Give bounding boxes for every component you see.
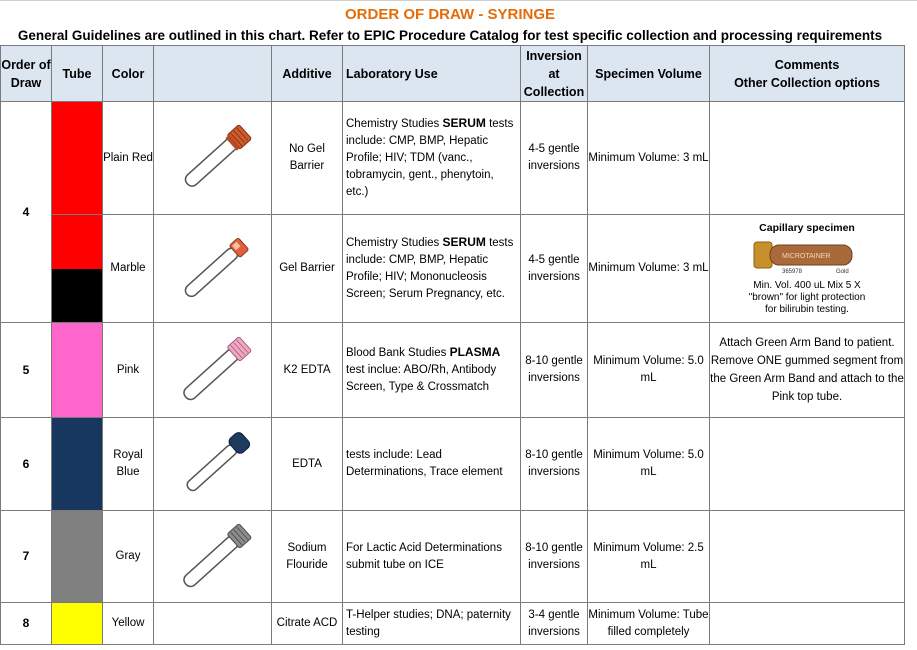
inversion-cell[interactable]: 4-5 gentle inversions bbox=[521, 102, 588, 215]
swatch-royal-blue bbox=[52, 418, 102, 510]
header-tube[interactable]: Tube bbox=[52, 46, 103, 102]
lab-use-text: test inclue: ABO/Rh, Antibody Screen, Type & Crossmatch bbox=[346, 364, 497, 393]
swatch-gray bbox=[52, 511, 102, 602]
tube-image-cell[interactable] bbox=[154, 102, 272, 215]
inversion-cell[interactable]: 8-10 gentle inversions bbox=[521, 323, 588, 418]
tube-swatch[interactable] bbox=[52, 102, 103, 215]
capillary-gold: Gold bbox=[836, 268, 849, 274]
comment-cell[interactable] bbox=[710, 215, 905, 323]
color-cell[interactable]: Yellow bbox=[103, 603, 154, 645]
comment-cell[interactable]: Attach Green Arm Band to patient. Remove ONE gummed segment from the Green Arm Band and attach to the Pink top tube. bbox=[710, 323, 905, 418]
header-volume[interactable]: Specimen Volume bbox=[588, 46, 710, 102]
top-grid-line bbox=[0, 0, 917, 1]
color-cell[interactable]: Pink bbox=[103, 323, 154, 418]
table-row bbox=[1, 102, 905, 215]
header-row bbox=[1, 46, 905, 102]
royal-blue-tube-icon bbox=[158, 420, 268, 508]
microtainer-tube-icon bbox=[752, 236, 862, 274]
table-row bbox=[1, 511, 905, 603]
chart-subtitle: General Guidelines are outlined in this chart. Refer to EPIC Procedure Catalog for test specific collection and processing requirements bbox=[17, 28, 883, 43]
tube-swatch[interactable] bbox=[52, 323, 103, 418]
inversion-cell[interactable]: 8-10 gentle inversions bbox=[521, 511, 588, 603]
lab-use-cell[interactable] bbox=[343, 215, 521, 323]
volume-cell[interactable]: Minimum Volume: 2.5 mL bbox=[588, 511, 710, 603]
comment-cell[interactable] bbox=[710, 418, 905, 511]
lab-use-text: tests include: Lead Determinations, Trace element bbox=[346, 449, 503, 478]
tube-swatch[interactable] bbox=[52, 511, 103, 603]
tube-swatch[interactable] bbox=[52, 603, 103, 645]
volume-cell[interactable]: Minimum Volume: Tube filled completely bbox=[588, 603, 710, 645]
color-cell[interactable]: Royal Blue bbox=[103, 418, 154, 511]
additive-cell[interactable]: Sodium Flouride bbox=[272, 511, 343, 603]
gray-tube-icon bbox=[158, 513, 268, 601]
header-additive[interactable]: Additive bbox=[272, 46, 343, 102]
lab-use-text: T-Helper studies; DNA; paternity testing bbox=[346, 608, 511, 638]
header-order[interactable]: Order of Draw bbox=[1, 46, 52, 102]
color-cell[interactable]: Gray bbox=[103, 511, 154, 603]
red-tube-icon bbox=[158, 108, 268, 208]
volume-cell[interactable]: Minimum Volume: 5.0 mL bbox=[588, 418, 710, 511]
order-of-draw-table bbox=[0, 45, 905, 645]
lab-use-text: For Lactic Acid Determinations submit tube on ICE bbox=[346, 541, 502, 571]
tube-swatch[interactable] bbox=[52, 215, 103, 323]
swatch-red bbox=[52, 215, 102, 269]
volume-cell[interactable]: Minimum Volume: 5.0 mL bbox=[588, 323, 710, 418]
order-cell[interactable]: 5 bbox=[1, 323, 52, 418]
table-row bbox=[1, 603, 905, 645]
lab-use-cell[interactable] bbox=[343, 603, 521, 645]
lab-use-emphasis: SERUM bbox=[442, 116, 486, 130]
capillary-specimen-image bbox=[748, 222, 866, 316]
header-lab-use[interactable]: Laboratory Use bbox=[343, 46, 521, 102]
table-row bbox=[1, 215, 905, 323]
lab-use-cell[interactable] bbox=[343, 418, 521, 511]
lab-use-cell[interactable] bbox=[343, 511, 521, 603]
additive-cell[interactable]: Gel Barrier bbox=[272, 215, 343, 323]
tube-image-cell[interactable] bbox=[154, 418, 272, 511]
swatch-pink bbox=[52, 323, 102, 417]
color-cell[interactable]: Plain Red bbox=[103, 102, 154, 215]
additive-cell[interactable]: Citrate ACD bbox=[272, 603, 343, 645]
swatch-black bbox=[52, 269, 102, 323]
capillary-brand: MICROTAINER bbox=[782, 252, 831, 260]
inversion-cell[interactable]: 4-5 gentle inversions bbox=[521, 215, 588, 323]
comment-cell[interactable] bbox=[710, 511, 905, 603]
volume-cell[interactable]: Minimum Volume: 3 mL bbox=[588, 215, 710, 323]
tube-swatch[interactable] bbox=[52, 418, 103, 511]
additive-cell[interactable]: No Gel Barrier bbox=[272, 102, 343, 215]
pink-tube-icon bbox=[158, 324, 268, 416]
lab-use-cell[interactable] bbox=[343, 323, 521, 418]
tube-image-cell[interactable] bbox=[154, 603, 272, 645]
color-cell[interactable]: Marble bbox=[103, 215, 154, 323]
table-row bbox=[1, 323, 905, 418]
tube-image-cell[interactable] bbox=[154, 215, 272, 323]
inversion-cell[interactable]: 8-10 gentle inversions bbox=[521, 418, 588, 511]
capillary-note: Min. Vol. 400 uL Mix 5 X "brown" for light protection for bilirubin testing. bbox=[748, 279, 866, 315]
lab-use-prefix: Chemistry Studies bbox=[346, 237, 443, 249]
lab-use-emphasis: PLASMA bbox=[449, 345, 501, 359]
swatch-yellow bbox=[52, 603, 102, 644]
order-cell[interactable]: 6 bbox=[1, 418, 52, 511]
tube-image-cell[interactable] bbox=[154, 511, 272, 603]
volume-cell[interactable]: Minimum Volume: 3 mL bbox=[588, 102, 710, 215]
marble-tube-icon bbox=[158, 221, 268, 317]
header-inversion[interactable]: Inversion at Collection bbox=[521, 46, 588, 102]
inversion-cell[interactable]: 3-4 gentle inversions bbox=[521, 603, 588, 645]
header-comments-line2: Other Collection options bbox=[734, 75, 880, 90]
lab-use-emphasis: SERUM bbox=[442, 235, 486, 249]
lab-use-text: tests include: CMP, BMP, Hepatic Profile; HIV; Mononucleosis Screen; Serum Pregnancy, etc. bbox=[346, 237, 514, 300]
header-color[interactable]: Color bbox=[103, 46, 154, 102]
chart-title: ORDER OF DRAW - SYRINGE bbox=[344, 6, 555, 23]
tube-image-cell[interactable] bbox=[154, 323, 272, 418]
order-cell[interactable]: 8 bbox=[1, 603, 52, 645]
lab-use-text: tests include: CMP, BMP, Hepatic Profile; HIV; TDM (vanc., tobramycin, gent., phenytoin, etc.) bbox=[346, 118, 514, 198]
order-cell[interactable]: 7 bbox=[1, 511, 52, 603]
capillary-title: Capillary specimen bbox=[759, 221, 855, 234]
lab-use-prefix: Blood Bank Studies bbox=[346, 347, 450, 359]
table-row bbox=[1, 418, 905, 511]
order-cell[interactable]: 4 bbox=[1, 102, 52, 323]
additive-cell[interactable]: EDTA bbox=[272, 418, 343, 511]
lab-use-prefix: Chemistry Studies bbox=[346, 118, 443, 130]
capillary-code: 365978 bbox=[782, 268, 803, 274]
lab-use-cell[interactable] bbox=[343, 102, 521, 215]
header-comments[interactable] bbox=[710, 46, 905, 102]
swatch-red bbox=[52, 102, 102, 214]
comment-cell[interactable] bbox=[710, 603, 905, 645]
header-image[interactable] bbox=[154, 46, 272, 102]
additive-cell[interactable]: K2 EDTA bbox=[272, 323, 343, 418]
comment-cell[interactable] bbox=[710, 102, 905, 215]
header-comments-line1: Comments bbox=[774, 57, 840, 72]
